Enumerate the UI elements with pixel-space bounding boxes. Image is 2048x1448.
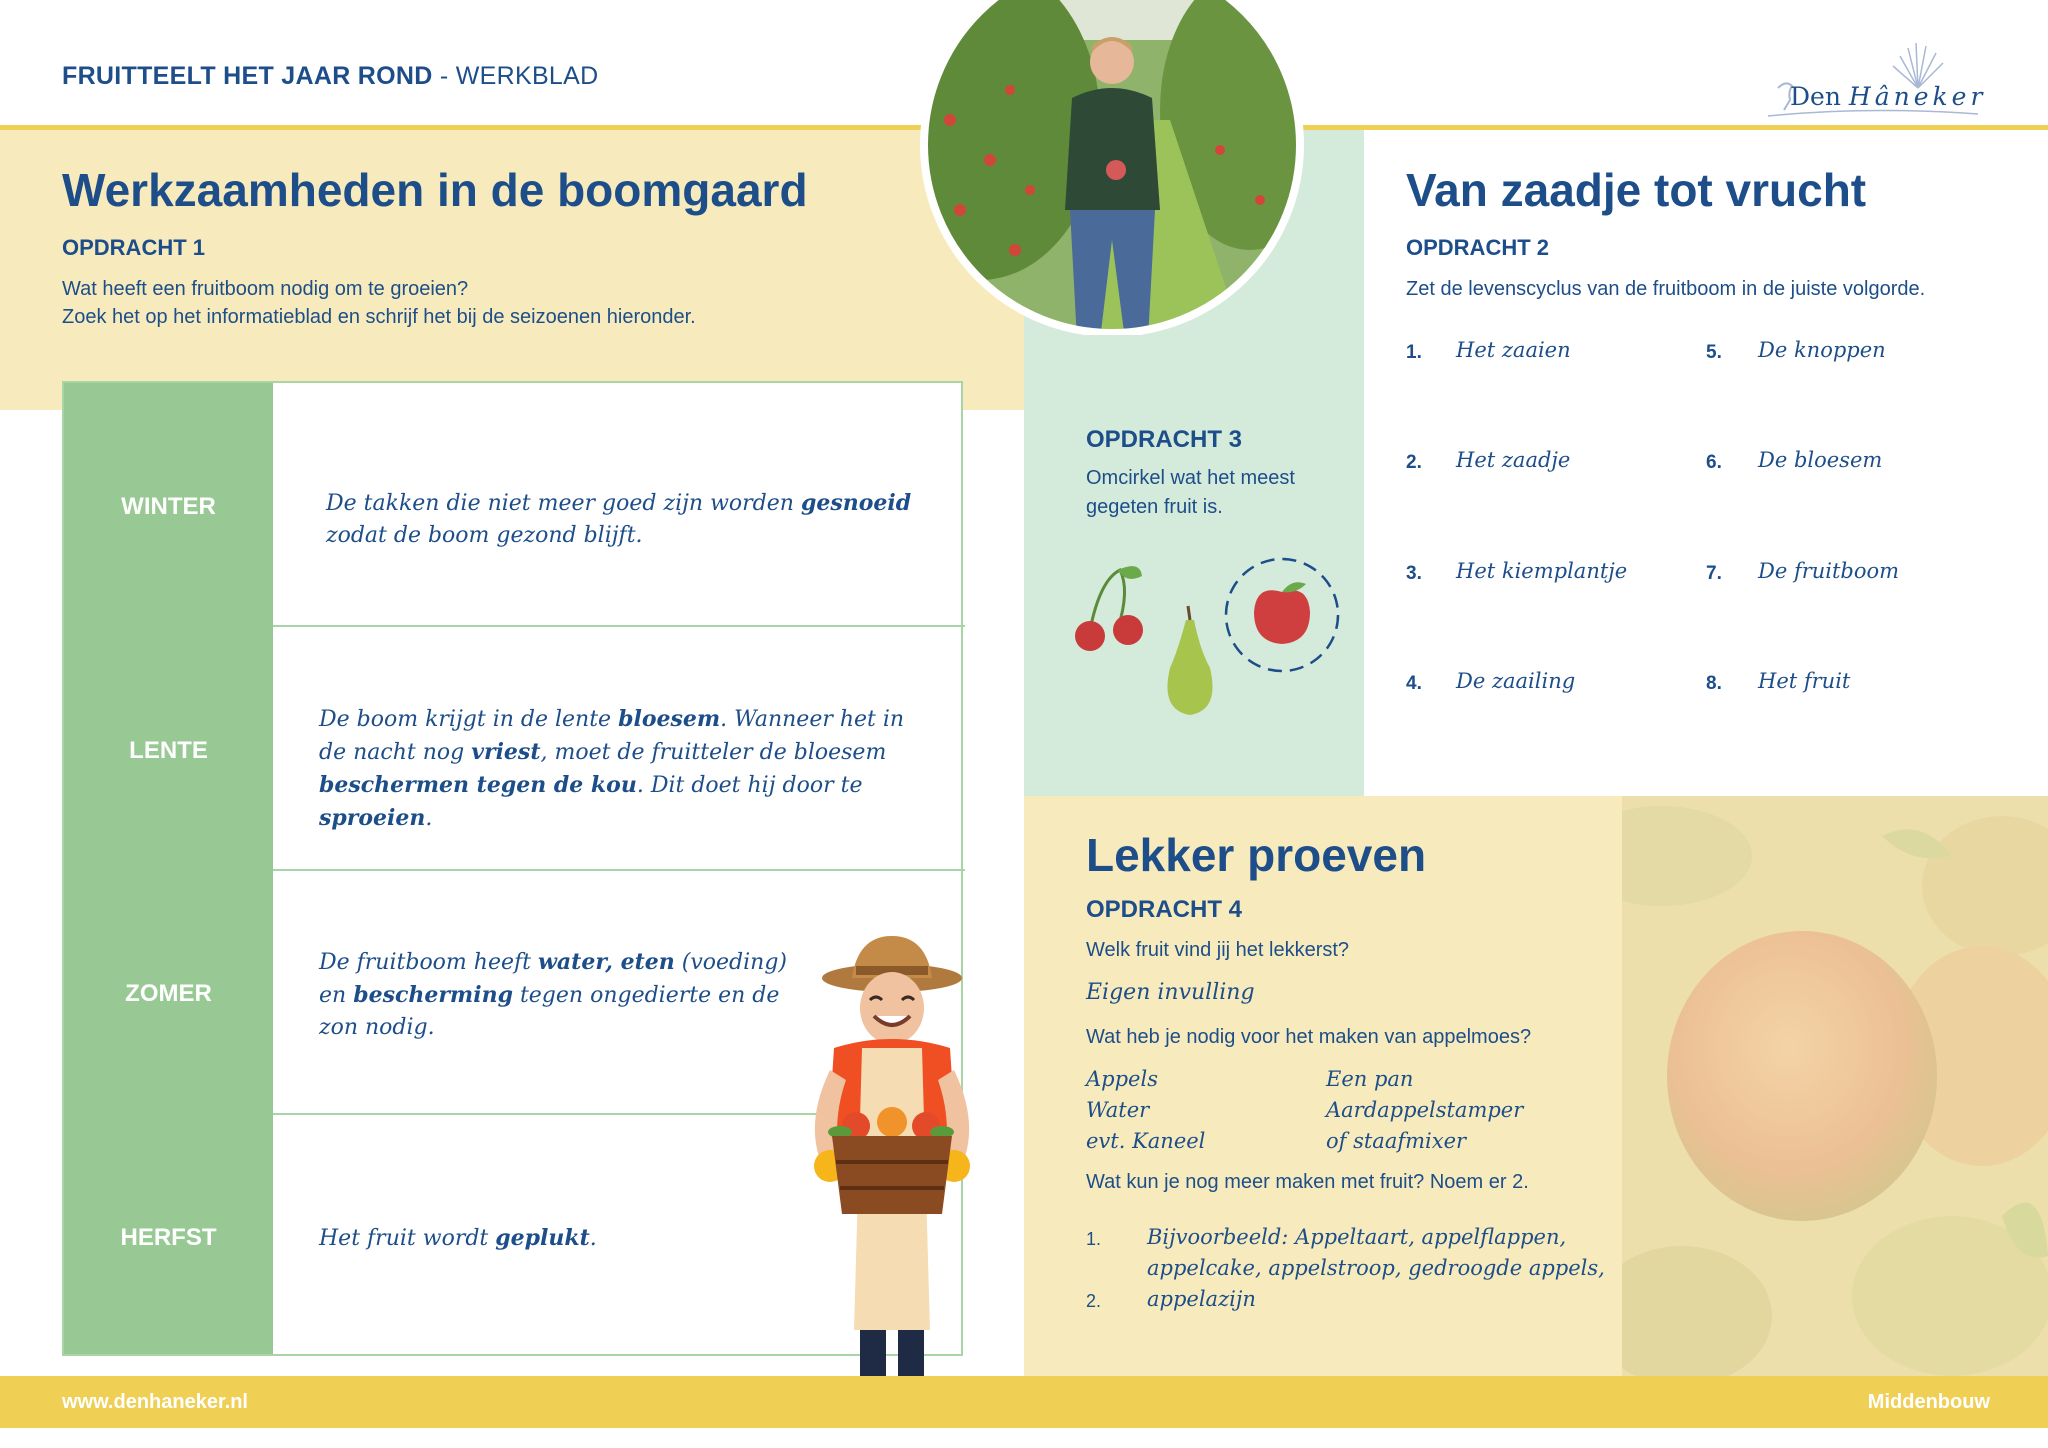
- winter-answer-text-2: zodat de boom gezond blijft.: [326, 523, 643, 548]
- ingredient-item: of staafmixer: [1326, 1129, 1467, 1153]
- header-title-bold: FRUITTEELT HET JAAR ROND: [62, 62, 433, 90]
- section3-assignment-label: OPDRACHT 3: [1086, 426, 1243, 453]
- section4-title: Lekker proeven: [1086, 829, 1427, 881]
- step-answer[interactable]: De fruitboom: [1758, 559, 1900, 583]
- zomer-answer[interactable]: [319, 946, 787, 1044]
- seasons-sidebar: [64, 383, 273, 1354]
- section2-title: Van zaadje tot vrucht: [1406, 164, 1867, 216]
- herfst-answer-text: Het fruit wordt: [319, 1226, 496, 1251]
- section4-answer-3[interactable]: Bijvoorbeeld: Appeltaart, appelflappen, appelcake, appelstroop, gedroogde appels, appelazijn: [1147, 1225, 1605, 1311]
- section1-question-line1: Wat heeft een fruitboom nodig om te groeien?: [62, 278, 469, 300]
- step-number: 2.: [1406, 452, 1422, 473]
- lente-answer-text: , moet de fruitteler de bloesem: [540, 740, 887, 765]
- season-herfst-label: HERFST: [120, 1224, 217, 1251]
- fruit-choices: [1060, 550, 1360, 730]
- step-answer[interactable]: Het kiemplantje: [1456, 559, 1628, 583]
- lente-answer-text: . Dit doet hij door te: [636, 773, 863, 798]
- step-number: 8.: [1706, 673, 1722, 694]
- ingredient-item: Water: [1086, 1098, 1150, 1122]
- fruit-grower-photo: [920, 0, 1304, 335]
- lente-answer-text: De boom krijgt in de lente: [319, 707, 619, 732]
- step-answer[interactable]: De knoppen: [1758, 338, 1886, 362]
- header-title-separator: -: [432, 62, 456, 90]
- ingredient-item: evt. Kaneel: [1086, 1129, 1206, 1153]
- answer-number: 1.: [1086, 1229, 1102, 1249]
- section1-title: Werkzaamheden in de boomgaard: [62, 164, 808, 216]
- header-title-rest: WERKBLAD: [455, 62, 599, 90]
- step-answer[interactable]: Het zaaien: [1456, 338, 1571, 362]
- winter-answer[interactable]: [326, 487, 911, 552]
- footer-bar: [0, 1376, 2048, 1428]
- logo-wordmark-haneker: Hâneker: [1848, 82, 1987, 111]
- worksheet-header-title: [62, 62, 598, 91]
- zomer-answer-text: (voeding): [674, 950, 788, 975]
- section4-assignment-label: OPDRACHT 4: [1086, 896, 1243, 923]
- den-haneker-logo: [1758, 28, 1988, 128]
- section1-assignment-label: OPDRACHT 1: [62, 235, 206, 260]
- answer-number: 2.: [1086, 1291, 1102, 1311]
- lente-answer-keyword: bloesem: [618, 706, 721, 732]
- logo-wordmark-den: Den: [1790, 82, 1841, 111]
- lente-answer[interactable]: [319, 703, 961, 835]
- pear-icon[interactable]: [1168, 606, 1213, 715]
- section3-question-line2: gegeten fruit is.: [1086, 496, 1223, 518]
- season-winter-label: WINTER: [121, 493, 216, 520]
- lente-answer-keyword: sproeien: [319, 805, 426, 831]
- lente-answer-keyword: vriest: [471, 739, 541, 765]
- zomer-answer-keyword: water, eten: [537, 949, 675, 975]
- zomer-answer-text: De fruitboom heeft: [319, 950, 538, 975]
- step-answer[interactable]: De bloesem: [1758, 448, 1883, 472]
- step-answer[interactable]: Het fruit: [1758, 669, 1851, 693]
- section4-question-3: Wat kun je nog meer maken met fruit? Noem er 2.: [1086, 1171, 1529, 1193]
- step-number: 5.: [1706, 342, 1722, 363]
- table-row-divider: [273, 869, 965, 871]
- herfst-answer-keyword: geplukt: [495, 1225, 590, 1251]
- apple-icon[interactable]: [1226, 559, 1338, 671]
- ingredient-list-right[interactable]: [1326, 1064, 1523, 1157]
- lente-answer-text: .: [425, 806, 433, 831]
- ingredient-item: Aardappelstamper: [1326, 1098, 1524, 1122]
- lente-answer-text: . Wanneer het in: [720, 707, 905, 732]
- cherries-icon[interactable]: [1075, 566, 1143, 651]
- lente-answer-text: de nacht nog: [319, 740, 472, 765]
- season-zomer-label: ZOMER: [125, 980, 212, 1007]
- step-number: 7.: [1706, 563, 1722, 584]
- season-lente-label: LENTE: [129, 737, 208, 764]
- step-number: 3.: [1406, 563, 1422, 584]
- ingredient-list-left[interactable]: [1086, 1064, 1205, 1157]
- zomer-answer-text: tegen ongedierte en de: [512, 983, 780, 1008]
- section4-question-1: Welk fruit vind jij het lekkerst?: [1086, 939, 1350, 961]
- lente-answer-keyword: beschermen tegen de kou: [319, 772, 637, 798]
- step-number: 6.: [1706, 452, 1722, 473]
- section2-question: Zet de levenscyclus van de fruitboom in de juiste volgorde.: [1406, 278, 1926, 300]
- zomer-answer-text: zon nodig.: [319, 1015, 435, 1040]
- step-answer[interactable]: De zaailing: [1456, 669, 1576, 693]
- section3-question-line1: Omcirkel wat het meest: [1086, 467, 1295, 489]
- zomer-answer-keyword: bescherming: [353, 982, 513, 1008]
- farmer-illustration: [770, 930, 1010, 1376]
- zomer-answer-text: en: [319, 983, 354, 1008]
- footer-website-link[interactable]: www.denhaneker.nl: [62, 1391, 248, 1413]
- apple-tree-photo: [1622, 796, 2048, 1376]
- section4-question-2: Wat heb je nodig voor het maken van appelmoes?: [1086, 1026, 1532, 1048]
- step-answer[interactable]: Het zaadje: [1456, 448, 1571, 472]
- ingredient-item: Een pan: [1326, 1067, 1414, 1091]
- herfst-answer[interactable]: [319, 1222, 597, 1255]
- section2-assignment-label: OPDRACHT 2: [1406, 235, 1550, 260]
- footer-level-label: Middenbouw: [1867, 1391, 1990, 1413]
- table-row-divider: [273, 625, 965, 627]
- ingredient-item: Appels: [1086, 1067, 1158, 1091]
- step-number: 1.: [1406, 342, 1422, 363]
- winter-answer-text: De takken die niet meer goed zijn worden: [326, 491, 801, 516]
- section1-question-line2: Zoek het op het informatieblad en schrijf het bij de seizoenen hieronder.: [62, 306, 696, 328]
- section4-answer-1[interactable]: Eigen invulling: [1086, 980, 1255, 1005]
- logo-wordmark: [1790, 82, 1986, 111]
- herfst-answer-text: .: [589, 1226, 597, 1251]
- winter-answer-keyword: gesnoeid: [800, 490, 912, 516]
- step-number: 4.: [1406, 673, 1422, 694]
